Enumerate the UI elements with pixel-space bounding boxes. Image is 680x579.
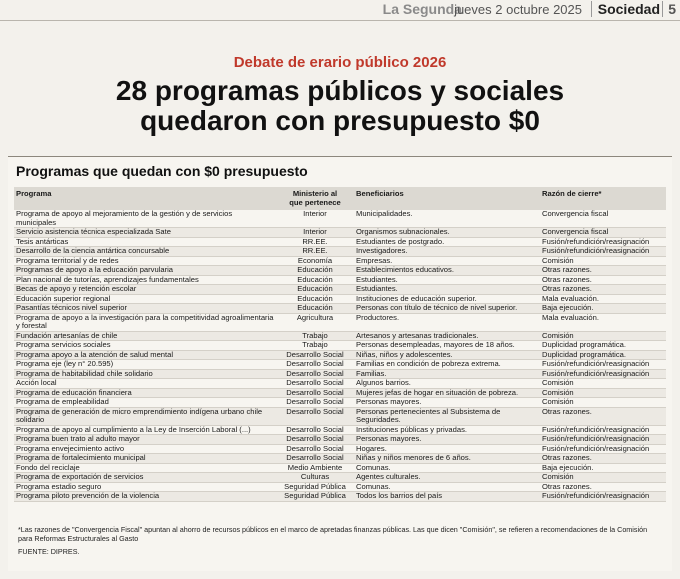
table-cell-programa: Fondo del reciclaje: [14, 463, 276, 473]
table-cell-razon: Baja ejecución.: [540, 463, 666, 473]
table-cell-razon: Fusión/refundición/reasignación: [540, 247, 666, 257]
table-cell-razon: Comisión: [540, 398, 666, 408]
page-number: 5: [662, 1, 676, 17]
table-cell-razon: Fusión/refundición/reasignación: [540, 237, 666, 247]
table-cell-beneficiarios: Personas desempleadas, mayores de 18 años.: [354, 341, 540, 351]
table-cell-programa: Plan nacional de tutorías, aprendizajes fundamentales: [14, 275, 276, 285]
table-cell-ministerio: Desarrollo Social: [276, 398, 354, 408]
table-cell-razon: Fusión/refundición/reasignación: [540, 444, 666, 454]
table-cell-beneficiarios: Estudiantes de postgrado.: [354, 237, 540, 247]
table-cell-beneficiarios: Establecimientos educativos.: [354, 266, 540, 276]
table-cell-razon: Otras razones.: [540, 482, 666, 492]
table-cell-ministerio: Educación: [276, 285, 354, 295]
table-cell-beneficiarios: Familias en condición de pobreza extrema.: [354, 360, 540, 370]
table-row: [14, 492, 666, 502]
table-cell-ministerio: Educación: [276, 294, 354, 304]
table-cell-ministerio: Desarrollo Social: [276, 444, 354, 454]
table-cell-beneficiarios: Investigadores.: [354, 247, 540, 257]
table-cell-razon: Otras razones.: [540, 275, 666, 285]
table-cell-beneficiarios: Municipalidades.: [354, 210, 540, 228]
table-cell-beneficiarios: Comunas.: [354, 463, 540, 473]
table-row: [14, 228, 666, 238]
table-cell-ministerio: Interior: [276, 228, 354, 238]
table-cell-programa: Fundación artesanías de chile: [14, 331, 276, 341]
table-row: [14, 379, 666, 389]
table-cell-programa: Programa de habitabilidad chile solidario: [14, 369, 276, 379]
table-cell-razon: Baja ejecución.: [540, 304, 666, 314]
table-cell-razon: Duplicidad programática.: [540, 341, 666, 351]
table-cell-beneficiarios: Productores.: [354, 313, 540, 331]
table-cell-ministerio: Seguridad Pública: [276, 482, 354, 492]
table-row: [14, 398, 666, 408]
table-cell-programa: Educación superior regional: [14, 294, 276, 304]
table-row: [14, 473, 666, 483]
table-cell-beneficiarios: Estudiantes.: [354, 285, 540, 295]
table-cell-beneficiarios: Personas con título de técnico de nivel superior.: [354, 304, 540, 314]
masthead: [0, 0, 680, 21]
table-cell-beneficiarios: Familias.: [354, 369, 540, 379]
table-row: [14, 285, 666, 295]
header-programa: Programa: [14, 187, 276, 210]
table-row: [14, 266, 666, 276]
header-ministerio-line-2: que pertenece: [289, 197, 341, 207]
table-row: [14, 435, 666, 445]
table-row: [14, 425, 666, 435]
table-cell-programa: Desarrollo de la ciencia antártica concursable: [14, 247, 276, 257]
table-cell-ministerio: Educación: [276, 275, 354, 285]
table-cell-beneficiarios: Niñas y niños menores de 6 años.: [354, 454, 540, 464]
table-cell-ministerio: Trabajo: [276, 331, 354, 341]
headline-line-2: quedaron con presupuesto $0: [140, 105, 540, 136]
table-cell-ministerio: Desarrollo Social: [276, 350, 354, 360]
table-cell-programa: Tesis antárticas: [14, 237, 276, 247]
table-cell-programa: Programa de exportación de servicios: [14, 473, 276, 483]
newspaper-name: La Segunda: [382, 1, 462, 17]
table-cell-beneficiarios: Comunas.: [354, 482, 540, 492]
table-cell-programa: Programa de empleabilidad: [14, 398, 276, 408]
table-title: Programas que quedan con $0 presupuesto: [16, 163, 308, 179]
table-cell-ministerio: Trabajo: [276, 341, 354, 351]
article-kicker: Debate de erario público 2026: [233, 54, 447, 71]
table-row: [14, 304, 666, 314]
table-row: [14, 369, 666, 379]
table-row: [14, 275, 666, 285]
table-cell-programa: Programa de apoyo a la investigación para la competitividad agroalimentaria y forestal: [14, 313, 276, 331]
table-row: [14, 463, 666, 473]
table-cell-ministerio: Culturas: [276, 473, 354, 483]
table-footnote: *Las razones de "Convergencia Fiscal" apuntan al ahorro de recursos públicos en el marco de apretadas finanzas públicas. Las que dicen "Comisión", se refieren a recomendaciones de la Comisión para Reformas Estructurales al Gasto: [18, 525, 648, 543]
table-cell-beneficiarios: Personas pertenecientes al Subsistema de Seguridades.: [354, 407, 540, 425]
table-cell-ministerio: Seguridad Pública: [276, 492, 354, 502]
table-cell-programa: Programa eje (ley n° 20.595): [14, 360, 276, 370]
table-cell-beneficiarios: Personas mayores.: [354, 398, 540, 408]
table-cell-razon: Otras razones.: [540, 285, 666, 295]
programs-table-panel: [8, 156, 672, 571]
table-cell-programa: Programa estadio seguro: [14, 482, 276, 492]
table-cell-ministerio: Desarrollo Social: [276, 435, 354, 445]
table-cell-beneficiarios: Agentes culturales.: [354, 473, 540, 483]
table-header-row: [14, 187, 666, 210]
table-body: [14, 210, 666, 501]
table-cell-razon: Comisión: [540, 473, 666, 483]
table-cell-razon: Fusión/refundición/reasignación: [540, 425, 666, 435]
header-ministerio-line-1: Ministerio al: [292, 189, 338, 198]
table-cell-programa: Programa de fortalecimiento municipal: [14, 454, 276, 464]
table-cell-beneficiarios: Instituciones de educación superior.: [354, 294, 540, 304]
table-cell-beneficiarios: Mujeres jefas de hogar en situación de pobreza.: [354, 388, 540, 398]
table-cell-razon: Convergencia fiscal: [540, 228, 666, 238]
table-row: [14, 360, 666, 370]
table-cell-razon: Comisión: [540, 379, 666, 389]
table-cell-programa: Programa territorial y de redes: [14, 256, 276, 266]
table-cell-razon: Fusión/refundición/reasignación: [540, 435, 666, 445]
table-cell-ministerio: Desarrollo Social: [276, 369, 354, 379]
table-cell-ministerio: Agricultura: [276, 313, 354, 331]
table-row: [14, 237, 666, 247]
header-razon: Razón de cierre*: [540, 187, 666, 210]
table-cell-beneficiarios: Artesanos y artesanas tradicionales.: [354, 331, 540, 341]
table-cell-beneficiarios: Estudiantes.: [354, 275, 540, 285]
table-row: [14, 210, 666, 228]
table-cell-razon: Comisión: [540, 388, 666, 398]
table-cell-ministerio: RR.EE.: [276, 237, 354, 247]
table-cell-programa: Programa apoyo a la atención de salud mental: [14, 350, 276, 360]
table-cell-programa: Pasantías técnicos nivel superior: [14, 304, 276, 314]
table-cell-ministerio: Desarrollo Social: [276, 454, 354, 464]
table-cell-razon: Fusión/refundición/reasignación: [540, 492, 666, 502]
table-row: [14, 247, 666, 257]
table-cell-ministerio: Desarrollo Social: [276, 425, 354, 435]
table-cell-ministerio: Desarrollo Social: [276, 379, 354, 389]
table-row: [14, 388, 666, 398]
table-cell-razon: Comisión: [540, 256, 666, 266]
table-cell-programa: Programa buen trato al adulto mayor: [14, 435, 276, 445]
table-row: [14, 454, 666, 464]
table-cell-razon: Otras razones.: [540, 407, 666, 425]
table-cell-ministerio: Economía: [276, 256, 354, 266]
table-cell-razon: Mala evaluación.: [540, 313, 666, 331]
table-row: [14, 350, 666, 360]
table-row: [14, 331, 666, 341]
table-cell-beneficiarios: Organismos subnacionales.: [354, 228, 540, 238]
header-beneficiarios: Beneficiarios: [354, 187, 540, 210]
table-cell-ministerio: Interior: [276, 210, 354, 228]
headline-line-1: 28 programas públicos y sociales: [115, 75, 565, 106]
table-cell-ministerio: Desarrollo Social: [276, 388, 354, 398]
table-cell-programa: Programa piloto prevención de la violencia: [14, 492, 276, 502]
table-cell-programa: Programa envejecimiento activo: [14, 444, 276, 454]
programs-table: [14, 187, 666, 502]
table-cell-ministerio: Educación: [276, 266, 354, 276]
table-row: [14, 294, 666, 304]
section-name: Sociedad: [591, 1, 660, 17]
header-ministerio: [276, 187, 354, 210]
table-row: [14, 341, 666, 351]
table-cell-beneficiarios: Empresas.: [354, 256, 540, 266]
table-cell-razon: Mala evaluación.: [540, 294, 666, 304]
table-row: [14, 313, 666, 331]
table-cell-ministerio: Educación: [276, 304, 354, 314]
table-cell-razon: Otras razones.: [540, 454, 666, 464]
table-row: [14, 444, 666, 454]
table-cell-programa: Acción local: [14, 379, 276, 389]
table-cell-beneficiarios: Instituciones públicas y privadas.: [354, 425, 540, 435]
table-row: [14, 256, 666, 266]
issue-date: jueves 2 octubre 2025: [454, 2, 582, 17]
table-cell-beneficiarios: Niñas, niños y adolescentes.: [354, 350, 540, 360]
table-cell-razon: Otras razones.: [540, 266, 666, 276]
table-cell-programa: Programas de apoyo a la educación parvularia: [14, 266, 276, 276]
table-cell-programa: Servicio asistencia técnica especializada Sate: [14, 228, 276, 238]
table-cell-ministerio: Medio Ambiente: [276, 463, 354, 473]
table-cell-beneficiarios: Personas mayores.: [354, 435, 540, 445]
table-row: [14, 407, 666, 425]
table-cell-beneficiarios: Algunos barrios.: [354, 379, 540, 389]
table-cell-razon: Fusión/refundición/reasignación: [540, 360, 666, 370]
table-cell-beneficiarios: Hogares.: [354, 444, 540, 454]
table-cell-razon: Comisión: [540, 331, 666, 341]
table-cell-razon: Convergencia fiscal: [540, 210, 666, 228]
table-cell-programa: Programa de apoyo al cumplimiento a la Ley de Inserción Laboral (...): [14, 425, 276, 435]
table-cell-programa: Programa de educación financiera: [14, 388, 276, 398]
table-cell-razon: Duplicidad programática.: [540, 350, 666, 360]
article-headline: [0, 76, 680, 136]
table-cell-ministerio: Desarrollo Social: [276, 360, 354, 370]
table-cell-ministerio: RR.EE.: [276, 247, 354, 257]
table-cell-programa: Programa servicios sociales: [14, 341, 276, 351]
table-cell-programa: Programa de apoyo al mejoramiento de la gestión y de servicios municipales: [14, 210, 276, 228]
table-cell-programa: Programa de generación de micro emprendimiento indígena urbano chile solidario: [14, 407, 276, 425]
table-cell-programa: Becas de apoyo y retención escolar: [14, 285, 276, 295]
table-row: [14, 482, 666, 492]
table-cell-razon: Fusión/refundición/reasignación: [540, 369, 666, 379]
table-cell-ministerio: Desarrollo Social: [276, 407, 354, 425]
table-source: FUENTE: DIPRES.: [18, 547, 80, 556]
table-cell-beneficiarios: Todos los barrios del país: [354, 492, 540, 502]
